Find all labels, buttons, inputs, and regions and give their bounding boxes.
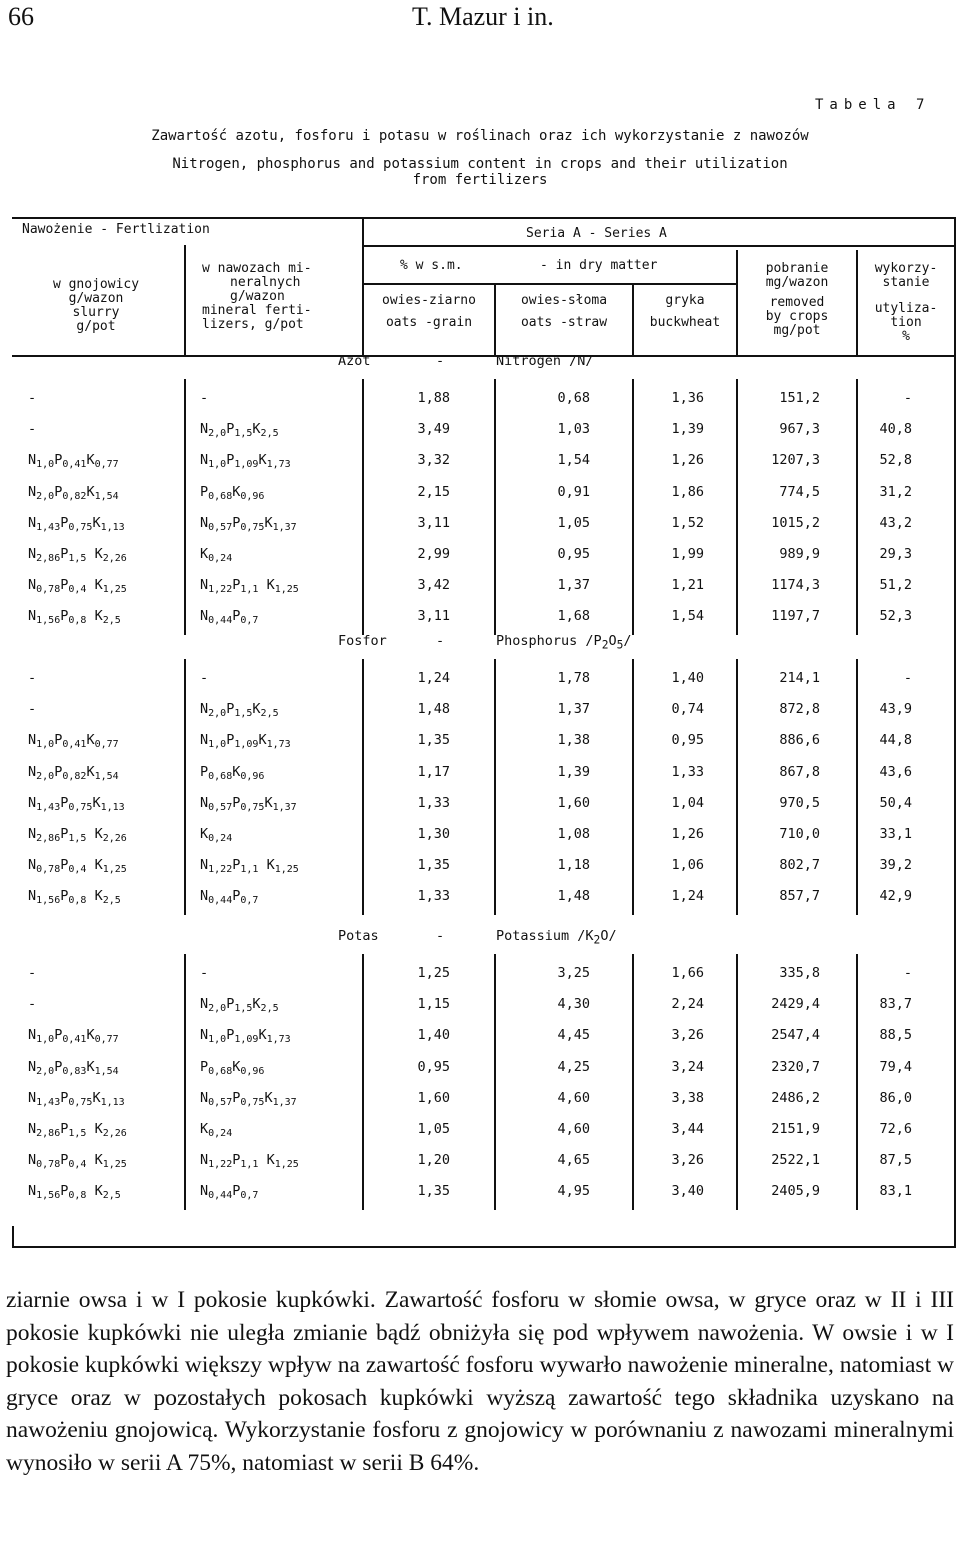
col-rule-uptake <box>736 954 738 1210</box>
cell-mineral: $N_{1,22}P_{1,1}$ $K_{1,25}$ <box>200 857 299 876</box>
col-rule-grain <box>494 659 496 915</box>
cell-buckwheat: 3,26 <box>671 1027 704 1044</box>
col-rule-util <box>856 379 858 635</box>
cell-mineral: - <box>200 390 209 406</box>
cell-util: 87,5 <box>879 1152 912 1169</box>
cell-mineral: $K_{0,24}$ <box>200 1121 233 1139</box>
cell-uptake: 774,5 <box>779 483 820 500</box>
section-title-en: Potassium $/K_2O/$ <box>496 928 617 947</box>
cell-uptake: 2151,9 <box>771 1121 820 1137</box>
cell-buckwheat: 1,40 <box>671 670 704 686</box>
cell-uptake: 886,6 <box>779 732 820 749</box>
header-slurry: w gnojowicy g/wazon slurry g/pot <box>52 277 140 334</box>
cell-straw: 0,91 <box>557 483 590 500</box>
cell-straw: 1,03 <box>557 421 590 438</box>
col-rule-uptake <box>736 379 738 635</box>
cell-straw: 0,68 <box>557 390 590 406</box>
table-left-stub <box>12 1226 14 1248</box>
header-oats-straw: owies-słoma oats -straw <box>520 293 608 330</box>
cell-straw: 1,60 <box>557 794 590 811</box>
cell-mineral: $N_{0,57}P_{0,75}K_{1,37}$ <box>200 514 297 533</box>
cell-uptake: 214,1 <box>779 670 820 686</box>
cell-straw: 3,25 <box>557 965 590 981</box>
cell-uptake: 867,8 <box>779 763 820 780</box>
col-rule-2 <box>362 954 364 1210</box>
cell-slurry: $N_{1,43}P_{0,75}K_{1,13}$ <box>28 794 125 813</box>
cell-uptake: 872,8 <box>779 701 820 718</box>
cell-straw: 4,60 <box>557 1121 590 1137</box>
cell-slurry: - <box>28 996 37 1013</box>
cell-buckwheat: 3,38 <box>671 1089 704 1106</box>
header-bottom-rule <box>12 355 956 357</box>
cell-grain: 2,99 <box>417 546 450 562</box>
cell-grain: 1,60 <box>417 1089 450 1106</box>
cell-util: 83,1 <box>879 1183 912 1200</box>
cell-straw: 1,08 <box>557 826 590 842</box>
cell-uptake: 151,2 <box>779 390 820 406</box>
cell-buckwheat: 3,44 <box>671 1121 704 1137</box>
cell-slurry: $N_{2,0}P_{0,83}K_{1,54}$ <box>28 1058 119 1077</box>
cell-util: 88,5 <box>879 1027 912 1044</box>
cell-slurry: - <box>28 965 37 981</box>
header-dm-en: - in dry matter <box>540 258 658 273</box>
col-rule-util <box>856 954 858 1210</box>
cell-slurry: $N_{1,43}P_{0,75}K_{1,13}$ <box>28 514 125 533</box>
cell-uptake: 710,0 <box>779 826 820 842</box>
cell-buckwheat: 1,99 <box>671 546 704 562</box>
header-oats-grain: owies-ziarno oats -grain <box>382 293 476 330</box>
cell-straw: 4,25 <box>557 1058 590 1075</box>
cell-buckwheat: 1,06 <box>671 857 704 874</box>
cell-grain: 1,30 <box>417 826 450 842</box>
table-caption-pl: Zawartość azotu, fosforu i potasu w roślinach oraz ich wykorzystanie z nawozów <box>151 128 809 144</box>
header-divider <box>362 217 364 355</box>
cell-mineral: $N_{2,0}P_{1,5}K_{2,5}$ <box>200 421 279 440</box>
cell-straw: 1,05 <box>557 514 590 531</box>
cell-straw: 4,60 <box>557 1089 590 1106</box>
section-dash: - <box>436 928 445 944</box>
cell-buckwheat: 1,26 <box>671 826 704 842</box>
cell-mineral: $N_{1,0}P_{1,09}K_{1,73}$ <box>200 452 291 471</box>
cell-buckwheat: 1,54 <box>671 608 704 625</box>
table-bottom-rule <box>12 1246 956 1248</box>
cell-buckwheat: 3,24 <box>671 1058 704 1075</box>
body-paragraph <box>6 1284 954 1479</box>
cell-grain: 3,32 <box>417 452 450 469</box>
header-utilization: wykorzy- stanie utyliza- tion % <box>874 261 938 344</box>
cell-mineral: $N_{1,22}P_{1,1}$ $K_{1,25}$ <box>200 577 299 596</box>
cell-straw: 4,95 <box>557 1183 590 1200</box>
cell-util: 44,8 <box>879 732 912 749</box>
cell-buckwheat: 1,52 <box>671 514 704 531</box>
header-dm-rule <box>364 283 736 285</box>
cell-mineral: $N_{1,22}P_{1,1}$ $K_{1,25}$ <box>200 1152 299 1171</box>
cell-slurry: $N_{1,56}P_{0,8}$ $K_{2,5}$ <box>28 608 121 627</box>
cell-util: - <box>903 390 912 406</box>
cell-grain: 1,17 <box>417 763 450 780</box>
table-top-rule <box>12 217 956 219</box>
cell-uptake: 857,7 <box>779 888 820 905</box>
cell-grain: 1,25 <box>417 965 450 981</box>
cell-buckwheat: 2,24 <box>671 996 704 1013</box>
cell-buckwheat: 0,74 <box>671 701 704 718</box>
cell-grain: 3,42 <box>417 577 450 594</box>
cell-util: 39,2 <box>879 857 912 874</box>
header-series: Seria A - Series A <box>526 226 667 241</box>
col-rule-1 <box>184 954 186 1210</box>
cell-uptake: 970,5 <box>779 794 820 811</box>
section-dash: - <box>436 353 445 369</box>
page-number: 66 <box>8 2 34 31</box>
cell-straw: 1,37 <box>557 577 590 594</box>
cell-slurry: - <box>28 421 37 438</box>
cell-buckwheat: 1,66 <box>671 965 704 981</box>
section-dash: - <box>436 633 445 649</box>
cell-mineral: $N_{1,0}P_{1,09}K_{1,73}$ <box>200 1027 291 1046</box>
cell-buckwheat: 1,86 <box>671 483 704 500</box>
cell-grain: 3,49 <box>417 421 450 438</box>
cell-mineral: $K_{0,24}$ <box>200 826 233 844</box>
section-title-pl: Azot <box>338 353 371 369</box>
cell-mineral: $P_{0,68}K_{0,96}$ <box>200 763 265 782</box>
cell-mineral: $N_{1,0}P_{1,09}K_{1,73}$ <box>200 732 291 751</box>
cell-mineral: $K_{0,24}$ <box>200 546 233 564</box>
cell-util: - <box>903 965 912 981</box>
cell-util: 51,2 <box>879 577 912 594</box>
table-right-rule <box>954 217 956 1247</box>
header-mineral: w nawozach mi- neralnych g/wazon mineral ferti- lizers, g/pot <box>202 261 312 332</box>
cell-grain: 1,33 <box>417 888 450 905</box>
cell-straw: 4,45 <box>557 1027 590 1044</box>
cell-slurry: - <box>28 701 37 718</box>
cell-util: 50,4 <box>879 794 912 811</box>
cell-mineral: $N_{0,57}P_{0,75}K_{1,37}$ <box>200 794 297 813</box>
cell-buckwheat: 1,39 <box>671 421 704 438</box>
cell-straw: 1,68 <box>557 608 590 625</box>
table-caption-en-continued: from fertilizers <box>412 172 548 188</box>
cell-grain: 1,20 <box>417 1152 450 1169</box>
section-title-pl: Potas <box>338 928 379 944</box>
header-uptake: pobranie mg/wazon removed by crops mg/pot <box>765 261 829 338</box>
cell-util: 43,9 <box>879 701 912 718</box>
cell-uptake: 2405,9 <box>771 1183 820 1200</box>
cell-buckwheat: 1,24 <box>671 888 704 905</box>
cell-buckwheat: 3,40 <box>671 1183 704 1200</box>
cell-util: 83,7 <box>879 996 912 1013</box>
cell-buckwheat: 1,36 <box>671 390 704 406</box>
cell-straw: 4,30 <box>557 996 590 1013</box>
cell-grain: 1,33 <box>417 794 450 811</box>
col-rule-2 <box>362 379 364 635</box>
cell-slurry: $N_{1,56}P_{0,8}$ $K_{2,5}$ <box>28 888 121 907</box>
cell-slurry: $N_{2,0}P_{0,82}K_{1,54}$ <box>28 483 119 502</box>
header-buckwheat: gryka buckwheat <box>649 293 721 330</box>
cell-grain: 1,40 <box>417 1027 450 1044</box>
header-series-rule <box>362 245 956 247</box>
cell-straw: 1,39 <box>557 763 590 780</box>
table-number: Tabela 7 <box>815 97 931 113</box>
cell-mineral: $P_{0,68}K_{0,96}$ <box>200 1058 265 1077</box>
cell-mineral: $P_{0,68}K_{0,96}$ <box>200 483 265 502</box>
cell-util: 43,6 <box>879 763 912 780</box>
cell-uptake: 2320,7 <box>771 1058 820 1075</box>
cell-straw: 1,48 <box>557 888 590 905</box>
header-col-divider-1 <box>184 245 186 355</box>
cell-uptake: 335,8 <box>779 965 820 981</box>
cell-uptake: 2522,1 <box>771 1152 820 1169</box>
cell-grain: 2,15 <box>417 483 450 500</box>
cell-straw: 1,54 <box>557 452 590 469</box>
col-rule-uptake <box>736 659 738 915</box>
cell-grain: 3,11 <box>417 514 450 531</box>
cell-slurry: $N_{2,0}P_{0,82}K_{1,54}$ <box>28 763 119 782</box>
running-head: T. Mazur i in. <box>412 2 554 31</box>
cell-straw: 1,18 <box>557 857 590 874</box>
cell-slurry: $N_{1,0}P_{0,41}K_{0,77}$ <box>28 732 119 751</box>
cell-uptake: 1015,2 <box>771 514 820 531</box>
cell-slurry: $N_{2,86}P_{1,5}$ $K_{2,26}$ <box>28 1121 127 1139</box>
cell-grain: 1,48 <box>417 701 450 718</box>
cell-slurry: $N_{2,86}P_{1,5}$ $K_{2,26}$ <box>28 826 127 844</box>
col-rule-grain <box>494 379 496 635</box>
cell-slurry: $N_{2,86}P_{1,5}$ $K_{2,26}$ <box>28 546 127 564</box>
col-rule-straw <box>632 379 634 635</box>
cell-straw: 0,95 <box>557 546 590 562</box>
cell-slurry: $N_{1,0}P_{0,41}K_{0,77}$ <box>28 1027 119 1046</box>
cell-buckwheat: 1,04 <box>671 794 704 811</box>
cell-grain: 1,88 <box>417 390 450 406</box>
cell-slurry: $N_{1,0}P_{0,41}K_{0,77}$ <box>28 452 119 471</box>
cell-grain: 1,35 <box>417 1183 450 1200</box>
cell-uptake: 2486,2 <box>771 1089 820 1106</box>
cell-util: 33,1 <box>879 826 912 842</box>
paragraph-text: ziarnie owsa i w I pokosie kupkówki. Zawartość fosforu w słomie owsa, w gryce oraz w II i III pokosie kupkówki nie uległa zmianie bądź obniżyła się pod wpływem nawożenia. W owsie i w I pokosie kupkówki większy wpływ na zawartość fosforu wywarło nawożenie mineralne, natomiast w gryce oraz w pozostałych pokosach kupkówki wyższą zawartość tego składnika uzyskano na nawożeniu gnojowicą. Wykorzystanie fosforu z gnojowicy w porównaniu z nawozami mineralnymi wynosiło w serii A 75%, natomiast w serii B 64%. <box>6 1287 954 1476</box>
cell-grain: 1,35 <box>417 857 450 874</box>
cell-util: 31,2 <box>879 483 912 500</box>
cell-slurry: - <box>28 670 37 686</box>
section-title-en: Phosphorus $/P_2O_5/$ <box>496 633 632 652</box>
cell-mineral: $N_{0,44}P_{0,7}$ <box>200 608 259 627</box>
cell-mineral: - <box>200 965 209 981</box>
header-dm-pl: % w s.m. <box>400 258 463 273</box>
cell-slurry: $N_{0,78}P_{0,4}$ $K_{1,25}$ <box>28 857 127 876</box>
cell-straw: 1,37 <box>557 701 590 718</box>
cell-util: 40,8 <box>879 421 912 438</box>
col-rule-1 <box>184 659 186 915</box>
cell-uptake: 802,7 <box>779 857 820 874</box>
col-rule-1 <box>184 379 186 635</box>
cell-util: 29,3 <box>879 546 912 562</box>
cell-slurry: - <box>28 390 37 406</box>
cell-uptake: 989,9 <box>779 546 820 562</box>
cell-uptake: 2547,4 <box>771 1027 820 1044</box>
cell-util: 42,9 <box>879 888 912 905</box>
cell-uptake: 2429,4 <box>771 996 820 1013</box>
cell-mineral: $N_{0,57}P_{0,75}K_{1,37}$ <box>200 1089 297 1108</box>
col-rule-straw <box>632 954 634 1210</box>
cell-grain: 1,35 <box>417 732 450 749</box>
cell-util: - <box>903 670 912 686</box>
cell-grain: 1,15 <box>417 996 450 1013</box>
cell-mineral: $N_{0,44}P_{0,7}$ <box>200 1183 259 1202</box>
section-title-en: Nitrogen /N/ <box>496 353 594 369</box>
cell-util: 52,8 <box>879 452 912 469</box>
cell-mineral: $N_{0,44}P_{0,7}$ <box>200 888 259 907</box>
cell-util: 52,3 <box>879 608 912 625</box>
cell-buckwheat: 3,26 <box>671 1152 704 1169</box>
cell-grain: 1,24 <box>417 670 450 686</box>
col-rule-straw <box>632 659 634 915</box>
col-rule-util <box>856 659 858 915</box>
cell-util: 43,2 <box>879 514 912 531</box>
cell-grain: 0,95 <box>417 1058 450 1075</box>
cell-grain: 1,05 <box>417 1121 450 1137</box>
table-caption-en: Nitrogen, phosphorus and potassium content in crops and their utilization <box>172 156 788 172</box>
cell-slurry: $N_{1,56}P_{0,8}$ $K_{2,5}$ <box>28 1183 121 1202</box>
cell-util: 79,4 <box>879 1058 912 1075</box>
cell-mineral: $N_{2,0}P_{1,5}K_{2,5}$ <box>200 701 279 720</box>
cell-uptake: 967,3 <box>779 421 820 438</box>
cell-buckwheat: 0,95 <box>671 732 704 749</box>
col-rule-grain <box>494 954 496 1210</box>
cell-buckwheat: 1,21 <box>671 577 704 594</box>
cell-util: 86,0 <box>879 1089 912 1106</box>
cell-buckwheat: 1,33 <box>671 763 704 780</box>
cell-straw: 1,38 <box>557 732 590 749</box>
cell-slurry: $N_{1,43}P_{0,75}K_{1,13}$ <box>28 1089 125 1108</box>
cell-grain: 3,11 <box>417 608 450 625</box>
cell-mineral: - <box>200 670 209 686</box>
cell-straw: 4,65 <box>557 1152 590 1169</box>
section-title-pl: Fosfor <box>338 633 387 649</box>
cell-util: 72,6 <box>879 1121 912 1137</box>
header-fertilization: Nawożenie - Fertlization <box>22 222 210 237</box>
cell-uptake: 1207,3 <box>771 452 820 469</box>
cell-mineral: $N_{2,0}P_{1,5}K_{2,5}$ <box>200 996 279 1015</box>
cell-buckwheat: 1,26 <box>671 452 704 469</box>
cell-uptake: 1197,7 <box>771 608 820 625</box>
col-rule-2 <box>362 659 364 915</box>
cell-slurry: $N_{0,78}P_{0,4}$ $K_{1,25}$ <box>28 577 127 596</box>
cell-slurry: $N_{0,78}P_{0,4}$ $K_{1,25}$ <box>28 1152 127 1171</box>
cell-uptake: 1174,3 <box>771 577 820 594</box>
cell-straw: 1,78 <box>557 670 590 686</box>
